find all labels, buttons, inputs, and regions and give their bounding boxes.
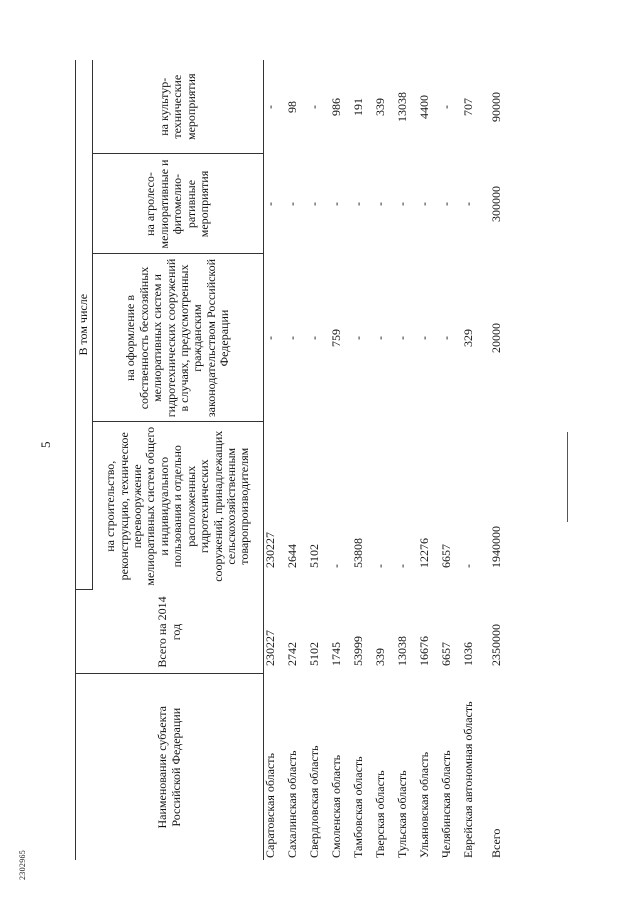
cell-ownership: - — [307, 336, 321, 340]
header-total-2014: Всего на 2014 год — [76, 590, 264, 674]
cell-cultural-technical: 4400 — [417, 95, 431, 119]
cell-ownership: - — [417, 336, 431, 340]
footer-code: 2302965 — [18, 849, 27, 880]
table-row — [264, 60, 287, 860]
cell-total-cultural-technical: 90000 — [489, 92, 503, 122]
cell-region-name: Тамбовская область — [351, 756, 365, 858]
table-body — [264, 60, 485, 860]
cell-agroforestry: - — [329, 202, 343, 206]
regional-funding-table — [75, 60, 512, 860]
header-cultural-technical: на культур-технические мероприятия — [93, 60, 264, 154]
cell-agroforestry: - — [439, 202, 453, 206]
cell-cultural-technical: - — [263, 105, 277, 109]
cell-agroforestry: - — [395, 202, 409, 206]
header-group-including: В том числе — [76, 60, 93, 590]
page-number: 5 — [38, 441, 53, 448]
table-row — [396, 60, 418, 860]
cell-agroforestry: - — [373, 202, 387, 206]
cell-cultural-technical: - — [307, 105, 321, 109]
cell-construction: 5102 — [307, 544, 321, 568]
cell-construction: - — [461, 564, 475, 568]
cell-ownership: 759 — [329, 329, 343, 347]
cell-cultural-technical: - — [439, 105, 453, 109]
cell-construction: 2644 — [285, 544, 299, 568]
cell-total: 53999 — [351, 636, 365, 666]
separator-line — [567, 432, 568, 522]
cell-total-construction: 1940000 — [489, 526, 503, 568]
cell-region-name: Тверская область — [373, 770, 387, 858]
cell-region-name: Челябинская область — [439, 750, 453, 858]
cell-region-name: Ульяновская область — [417, 751, 431, 858]
cell-ownership: - — [285, 336, 299, 340]
cell-agroforestry: - — [417, 202, 431, 206]
cell-agroforestry: - — [285, 202, 299, 206]
cell-ownership: - — [373, 336, 387, 340]
cell-construction: - — [329, 564, 343, 568]
table-row — [374, 60, 396, 860]
cell-construction: 53808 — [351, 538, 365, 568]
cell-cultural-technical: 339 — [373, 98, 387, 116]
table-row — [462, 60, 484, 860]
header-ownership-registration: на оформление в собственность бесхозяйных мелиоративных систем и гидротехнических сооружений в случаях, предусмотренных гражданским законодательством Российской Федерации — [93, 254, 264, 422]
cell-construction: 12276 — [417, 538, 431, 568]
cell-total: 5102 — [307, 642, 321, 666]
header-construction: на строительство, реконструкцию, техническое перевооружение мелиоративных систем общего и индивидуального пользования и отдельно расположенных гидротехнических сооружений, принадлежащих сельскохозяйственным товаропроизводителям — [93, 422, 264, 590]
cell-region-name: Еврейская автономная область — [461, 701, 475, 858]
cell-agroforestry: - — [307, 202, 321, 206]
header-agroforestry: на агролесо-мелиоративные и фитомелио-ративные мероприятия — [93, 154, 264, 254]
cell-construction: - — [395, 564, 409, 568]
cell-total: 13038 — [395, 636, 409, 666]
table-row — [440, 60, 462, 860]
cell-total: 2742 — [285, 642, 299, 666]
table-row — [330, 60, 352, 860]
cell-cultural-technical: 191 — [351, 98, 365, 116]
cell-cultural-technical: 707 — [461, 98, 475, 116]
cell-total-agroforestry: 300000 — [489, 186, 503, 222]
cell-total: 339 — [373, 648, 387, 666]
cell-region-name: Сахалинская область — [285, 750, 299, 858]
cell-agroforestry: - — [351, 202, 365, 206]
cell-total: 6657 — [439, 642, 453, 666]
cell-region-name: Свердловская область — [307, 745, 321, 858]
header-region-name: Наименование субъекта Российской Федерации — [76, 674, 264, 860]
cell-total: 16676 — [417, 636, 431, 666]
cell-total-sum: 2350000 — [489, 624, 503, 666]
cell-cultural-technical: 13038 — [395, 92, 409, 122]
rotated-table-container — [75, 60, 545, 860]
table-total-row — [484, 60, 512, 860]
cell-total: 1036 — [461, 642, 475, 666]
cell-construction: 6657 — [439, 544, 453, 568]
cell-construction: 230227 — [263, 532, 277, 568]
cell-total-label: Всего — [489, 828, 503, 858]
cell-cultural-technical: 98 — [285, 101, 299, 113]
cell-total-ownership: 20000 — [489, 323, 503, 353]
table-row — [308, 60, 330, 860]
cell-total: 1745 — [329, 642, 343, 666]
cell-construction: - — [373, 564, 387, 568]
table-row — [352, 60, 374, 860]
cell-ownership: - — [351, 336, 365, 340]
cell-ownership: - — [263, 336, 277, 340]
cell-region-name: Тульская область — [395, 770, 409, 858]
cell-region-name: Смоленская область — [329, 754, 343, 858]
table-row — [418, 60, 440, 860]
cell-agroforestry: - — [461, 202, 475, 206]
cell-cultural-technical: 986 — [329, 98, 343, 116]
cell-region-name: Саратовская область — [263, 752, 277, 858]
cell-total: 230227 — [263, 630, 277, 666]
cell-agroforestry: - — [263, 202, 277, 206]
cell-ownership: 329 — [461, 329, 475, 347]
table-row — [286, 60, 308, 860]
cell-ownership: - — [439, 336, 453, 340]
cell-ownership: - — [395, 336, 409, 340]
